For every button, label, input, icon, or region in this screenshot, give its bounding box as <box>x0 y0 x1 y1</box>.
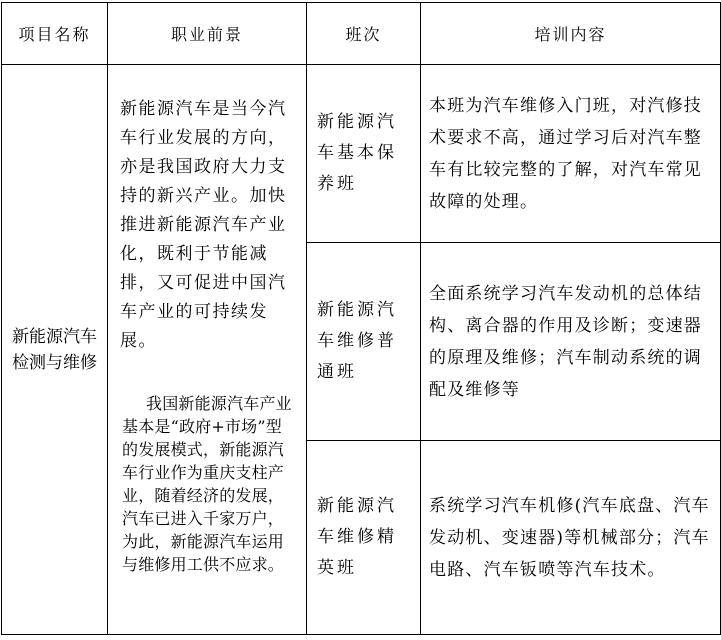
project-name: 新能源汽车检测与维修 <box>12 326 97 373</box>
training-table <box>1 2 721 635</box>
header-career: 职业前景 <box>108 3 307 65</box>
class-cell: 新能源汽车基本保养班 <box>307 65 421 243</box>
content-cell: 全面系统学习汽车发动机的总体结构、离合器的作用及诊断；变速器的原理及维修；汽车制动系统的调配及维修等 <box>421 243 721 441</box>
career-cell <box>108 65 307 635</box>
career-paragraph-2: 我国新能源汽车产业基本是“政府+市场”型的发展模式，新能源汽车行业作为重庆支柱产业，随着经济的发展，汽车已进入千家万户，为此，新能源汽车运用与维修用工供不应求。 <box>122 394 292 574</box>
header-project-name: 项目名称 <box>2 3 108 65</box>
header-class: 班次 <box>307 3 421 65</box>
class-cell: 新能源汽车维修普通班 <box>307 243 421 441</box>
header-content: 培训内容 <box>421 3 721 65</box>
content-cell: 本班为汽车维修入门班，对汽修技术要求不高，通过学习后对汽车整车有比较完整的了解，对汽车常见故障的处理。 <box>421 65 721 243</box>
table-row <box>2 65 721 243</box>
career-paragraph-1: 新能源汽车是当今汽车行业发展的方向，亦是我国政府大力支持的新兴产业。加快推进新能源汽车产业化，既利于节能减排，又可促进中国汽车产业的可持续发展。 <box>120 99 287 351</box>
content-cell: 系统学习汽车机修(汽车底盘、汽车发动机、变速器)等机械部分；汽车电路、汽车钣喷等汽车技术。 <box>421 441 721 635</box>
class-cell: 新能源汽车维修精英班 <box>307 441 421 635</box>
project-name-cell <box>2 65 108 635</box>
header-row <box>2 3 721 65</box>
